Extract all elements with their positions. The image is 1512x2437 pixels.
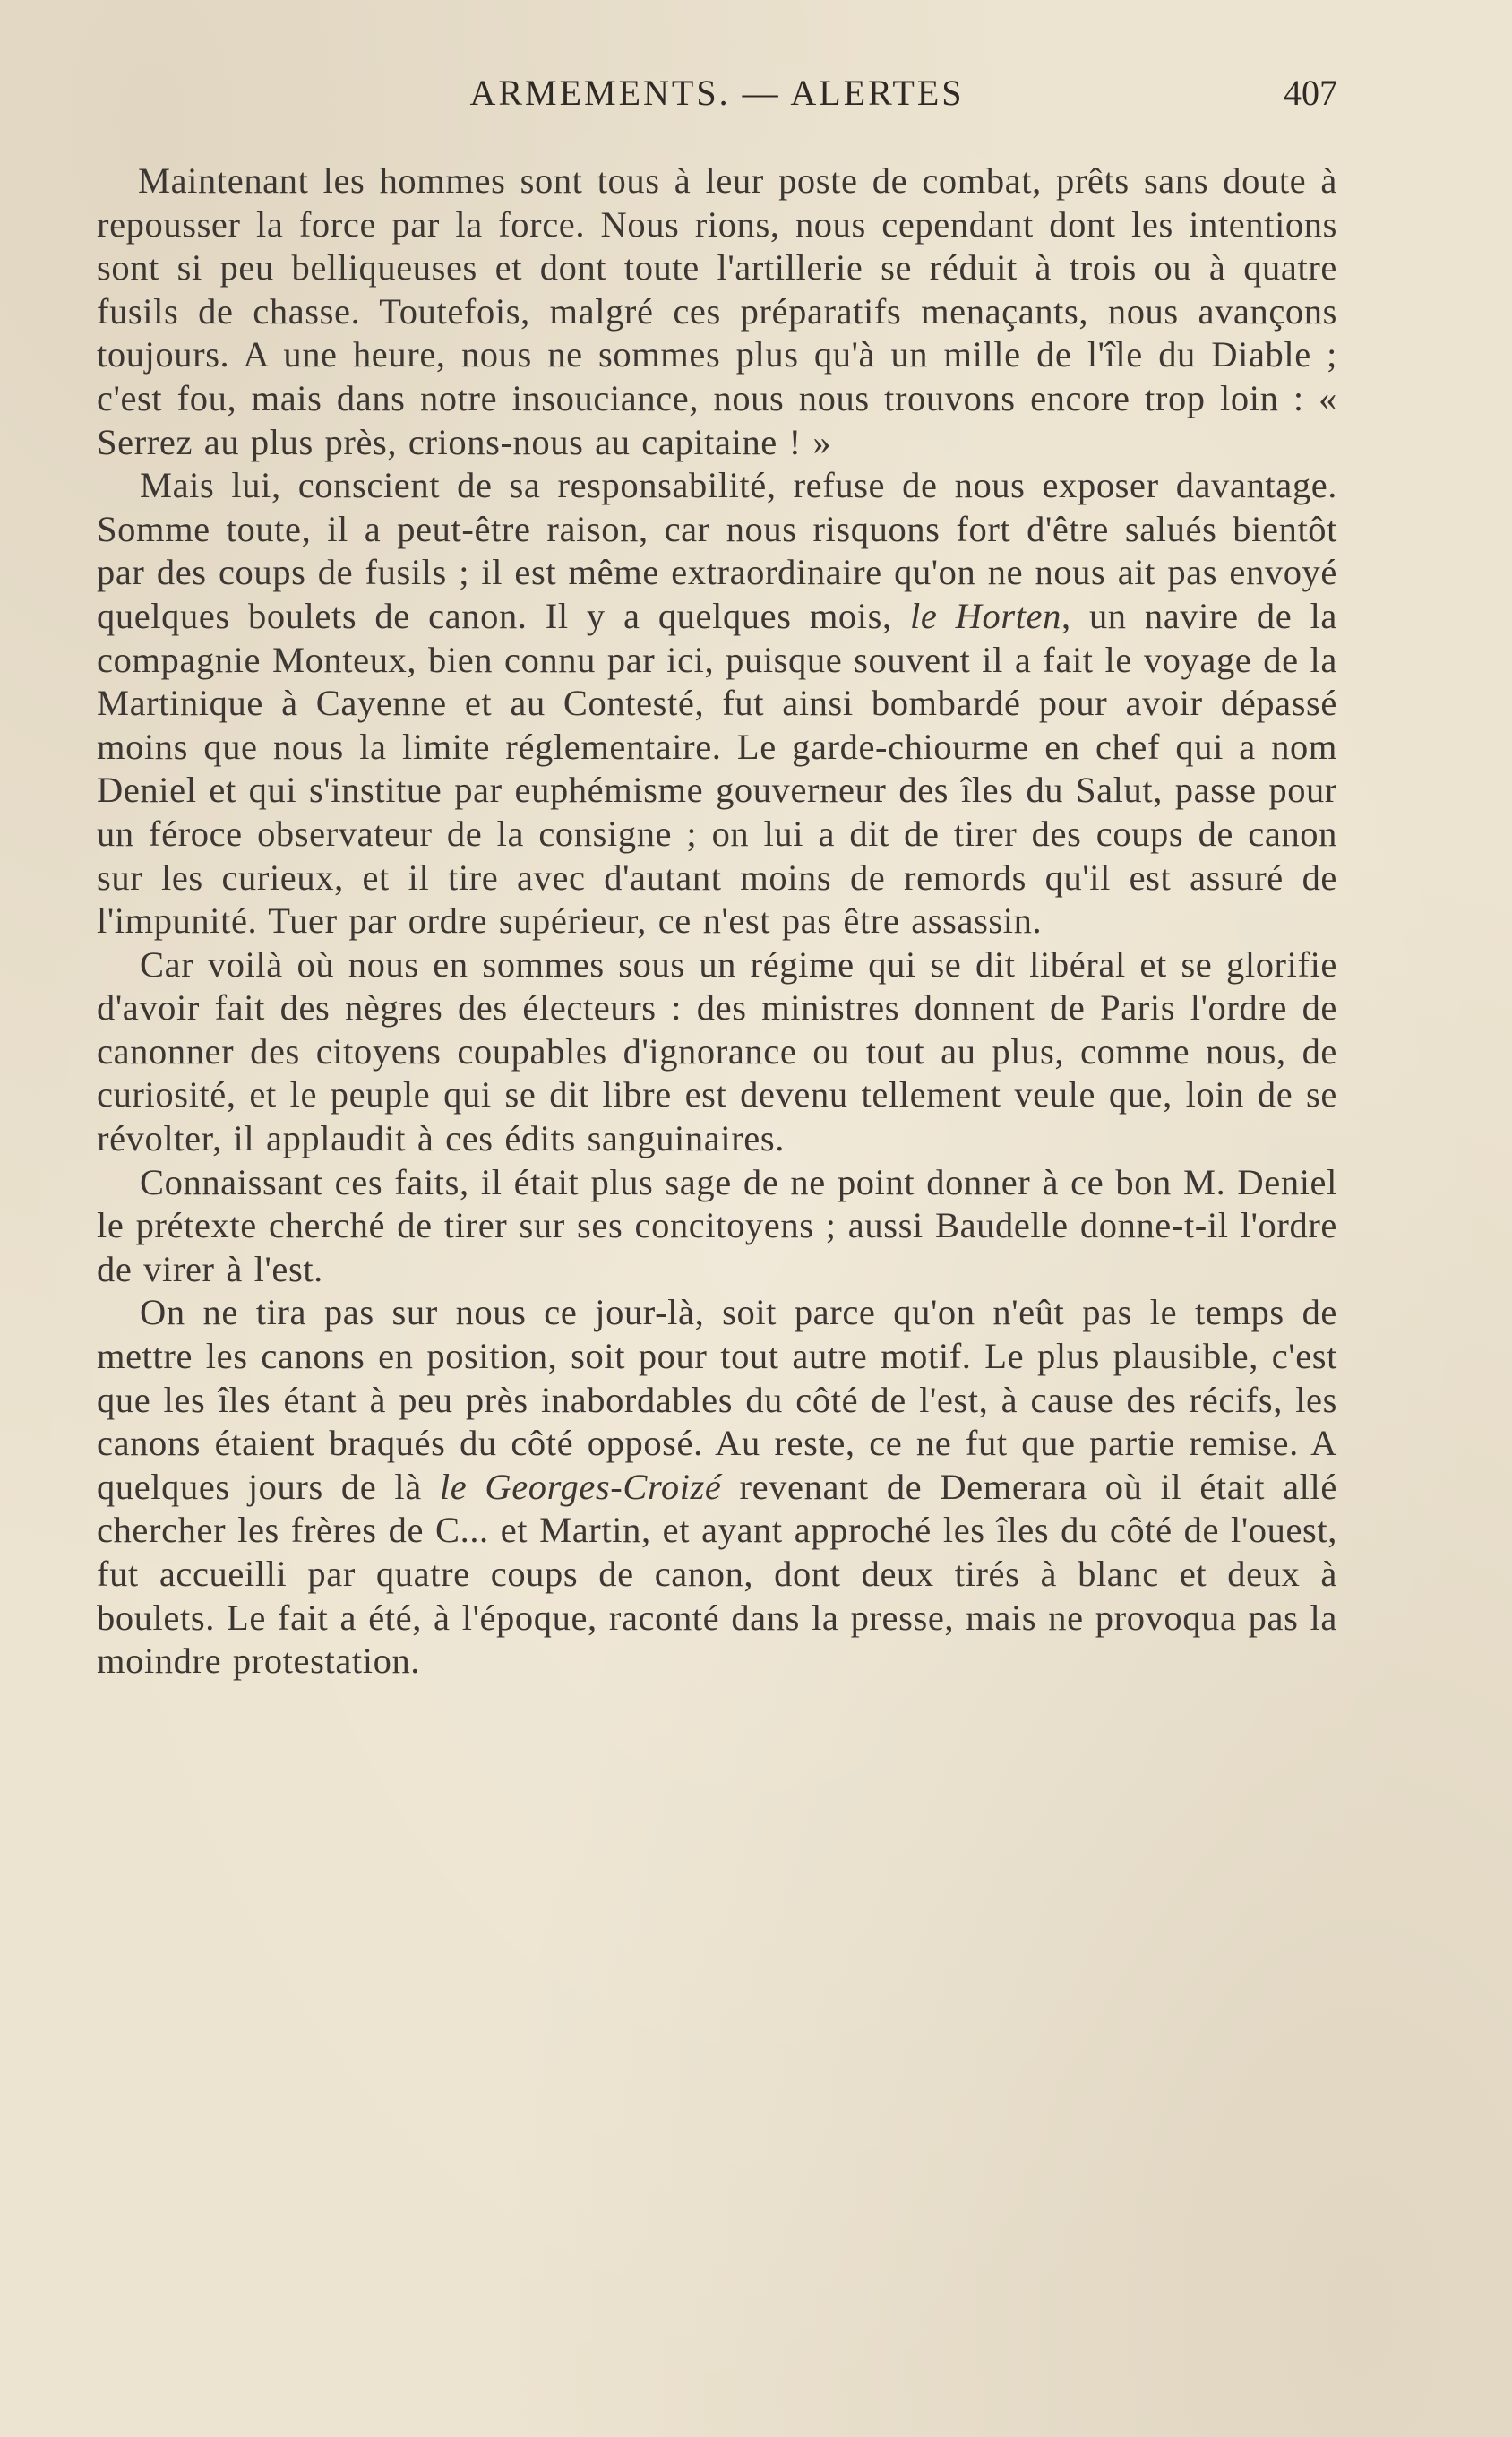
paragraph-3	[97, 943, 1337, 1161]
paragraph-text: Car voilà où nous en sommes sous un régime qui se dit libéral et se glorifie d'avoir fait des nègres des électeurs : des ministres donnent de Paris l'ordre de canonner des citoyens coupables d'ignorance ou tout au plus, comme nous, de curiosité, et le peuple qui se dit libre est devenu tellement veule que, loin de se révolter, il applaudit à ces édits sanguinaires.	[97, 943, 1337, 1159]
body-text	[97, 159, 1337, 1684]
paragraph-text: , un navire de la compagnie Monteux, bien connu par ici, puisque souvent il a fait le voyage de la Martinique à Cayenne et au Contesté, fut ainsi bombardé pour avoir dépassé moins que nous la limite réglementaire. Le garde-chiourme en chef qui a nom Deniel et qui s'institue par euphémisme gouverneur des îles du Salut, passe pour un féroce observateur de la consigne ; on lui a dit de tirer des coups de canon sur les curieux, et il tire avec d'autant moins de remords qu'il est assuré de l'impunité. Tuer par ordre supérieur, ce n'est pas être assassin.	[97, 595, 1337, 942]
paragraph-text: On ne tira pas sur nous ce jour-là, soit parce qu'on n'eût pas le temps de mettre les canons en position, soit pour tout autre motif. Le plus plausible, c'est que les îles étant à peu près inabordables du côté de l'est, à cause des récifs, les canons étaient braqués du côté opposé. Au reste, ce ne fut que partie remise. A quelques jours de là	[97, 1292, 1337, 1507]
book-page	[97, 63, 1337, 2392]
paragraph-text: Maintenant les hommes sont tous à leur poste de combat, prêts sans doute à repousser la force par la force. Nous rions, nous cependant dont les intentions sont si peu belliqueuses et dont toute l'artillerie se réduit à trois ou à quatre fusils de chasse. Toutefois, malgré ces préparatifs menaçants, nous avançons toujours. A une heure, nous ne sommes plus qu'à un mille de l'île du Diable ; c'est fou, mais dans notre insouciance, nous nous trouvons encore trop loin : « Serrez au plus près, crions-nous au capitaine ! »	[97, 160, 1337, 462]
paragraph-2	[97, 464, 1337, 943]
ship-name-georges-croize: le Georges-Croizé	[439, 1466, 722, 1507]
paragraph-text: Mais lui, conscient de sa responsabilité, refuse de nous exposer davantage. Somme toute, il a peut-être raison, car nous risquons fort d'être salués bientôt par des coups de fusils ; il est même extraordinaire qu'on ne nous ait pas envoyé quelques boulets de canon. Il y a quelques mois,	[97, 465, 1337, 636]
paragraph-1	[97, 159, 1337, 464]
running-title: ARMEMENTS. — ALERTES	[469, 73, 965, 113]
ship-name-horten: le Horten	[909, 595, 1061, 636]
paragraph-4	[97, 1161, 1337, 1292]
paragraph-5	[97, 1291, 1337, 1683]
page-number: 407	[1284, 73, 1337, 113]
paragraph-text: Connaissant ces faits, il était plus sage de ne point donner à ce bon M. Deniel le prétexte cherché de tirer sur ses concitoyens ; aussi Baudelle donne-t-il l'ordre de virer à l'est.	[97, 1161, 1337, 1289]
paragraph-text: revenant de Demerara où il était allé chercher les frères de C... et Martin, et ayant approché les îles du côté de l'ouest, fut accueilli par quatre coups de canon, dont deux tirés à blanc et deux à boulets. Le fait a été, à l'époque, raconté dans la presse, mais ne provoqua pas la moindre protestation.	[97, 1466, 1337, 1682]
page-header	[97, 63, 1337, 125]
